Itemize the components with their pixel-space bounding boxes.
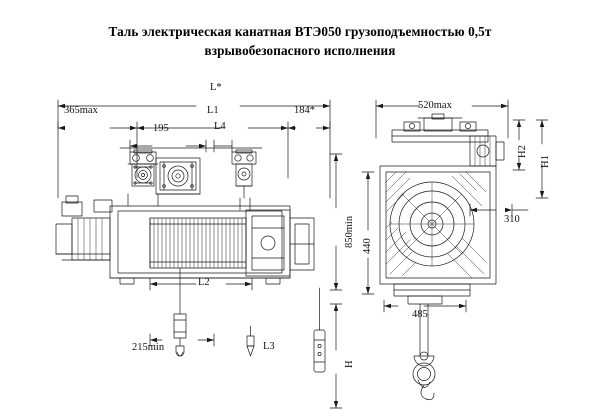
- dimension-label-h1: H1: [540, 155, 551, 168]
- dimension-label-440: 440: [362, 238, 373, 254]
- technical-drawing: [0, 78, 600, 417]
- dimension-label-l2: L2: [198, 277, 210, 288]
- dimension-label-l4: L4: [214, 121, 226, 132]
- figure-title-line-2: взрывобезопасного исполнения: [204, 43, 396, 58]
- figure-title-line-1: Таль электрическая канатная ВТЭ050 грузоподъемностью 0,5т: [108, 24, 492, 39]
- dimension-label-184: 184*: [294, 105, 315, 116]
- figure-title: [0, 22, 600, 60]
- dimension-label-l3: L3: [263, 341, 275, 352]
- dimension-label-850min: 850min: [344, 215, 355, 248]
- dimension-label-h2: H2: [517, 145, 528, 158]
- dimension-label-h: H: [344, 360, 355, 368]
- dimension-label-365max: 365max: [64, 105, 98, 116]
- dimension-label-195: 195: [153, 123, 169, 134]
- dimension-label-215min: 215min: [132, 342, 165, 353]
- drawing-canvas: [0, 78, 600, 417]
- dimension-label-520max: 520max: [418, 100, 452, 111]
- dimension-label-l1: L1: [207, 105, 219, 116]
- dimension-label-310: 310: [504, 214, 520, 225]
- dimension-label-l-star: L*: [210, 82, 222, 93]
- dimension-label-485: 485: [412, 309, 428, 320]
